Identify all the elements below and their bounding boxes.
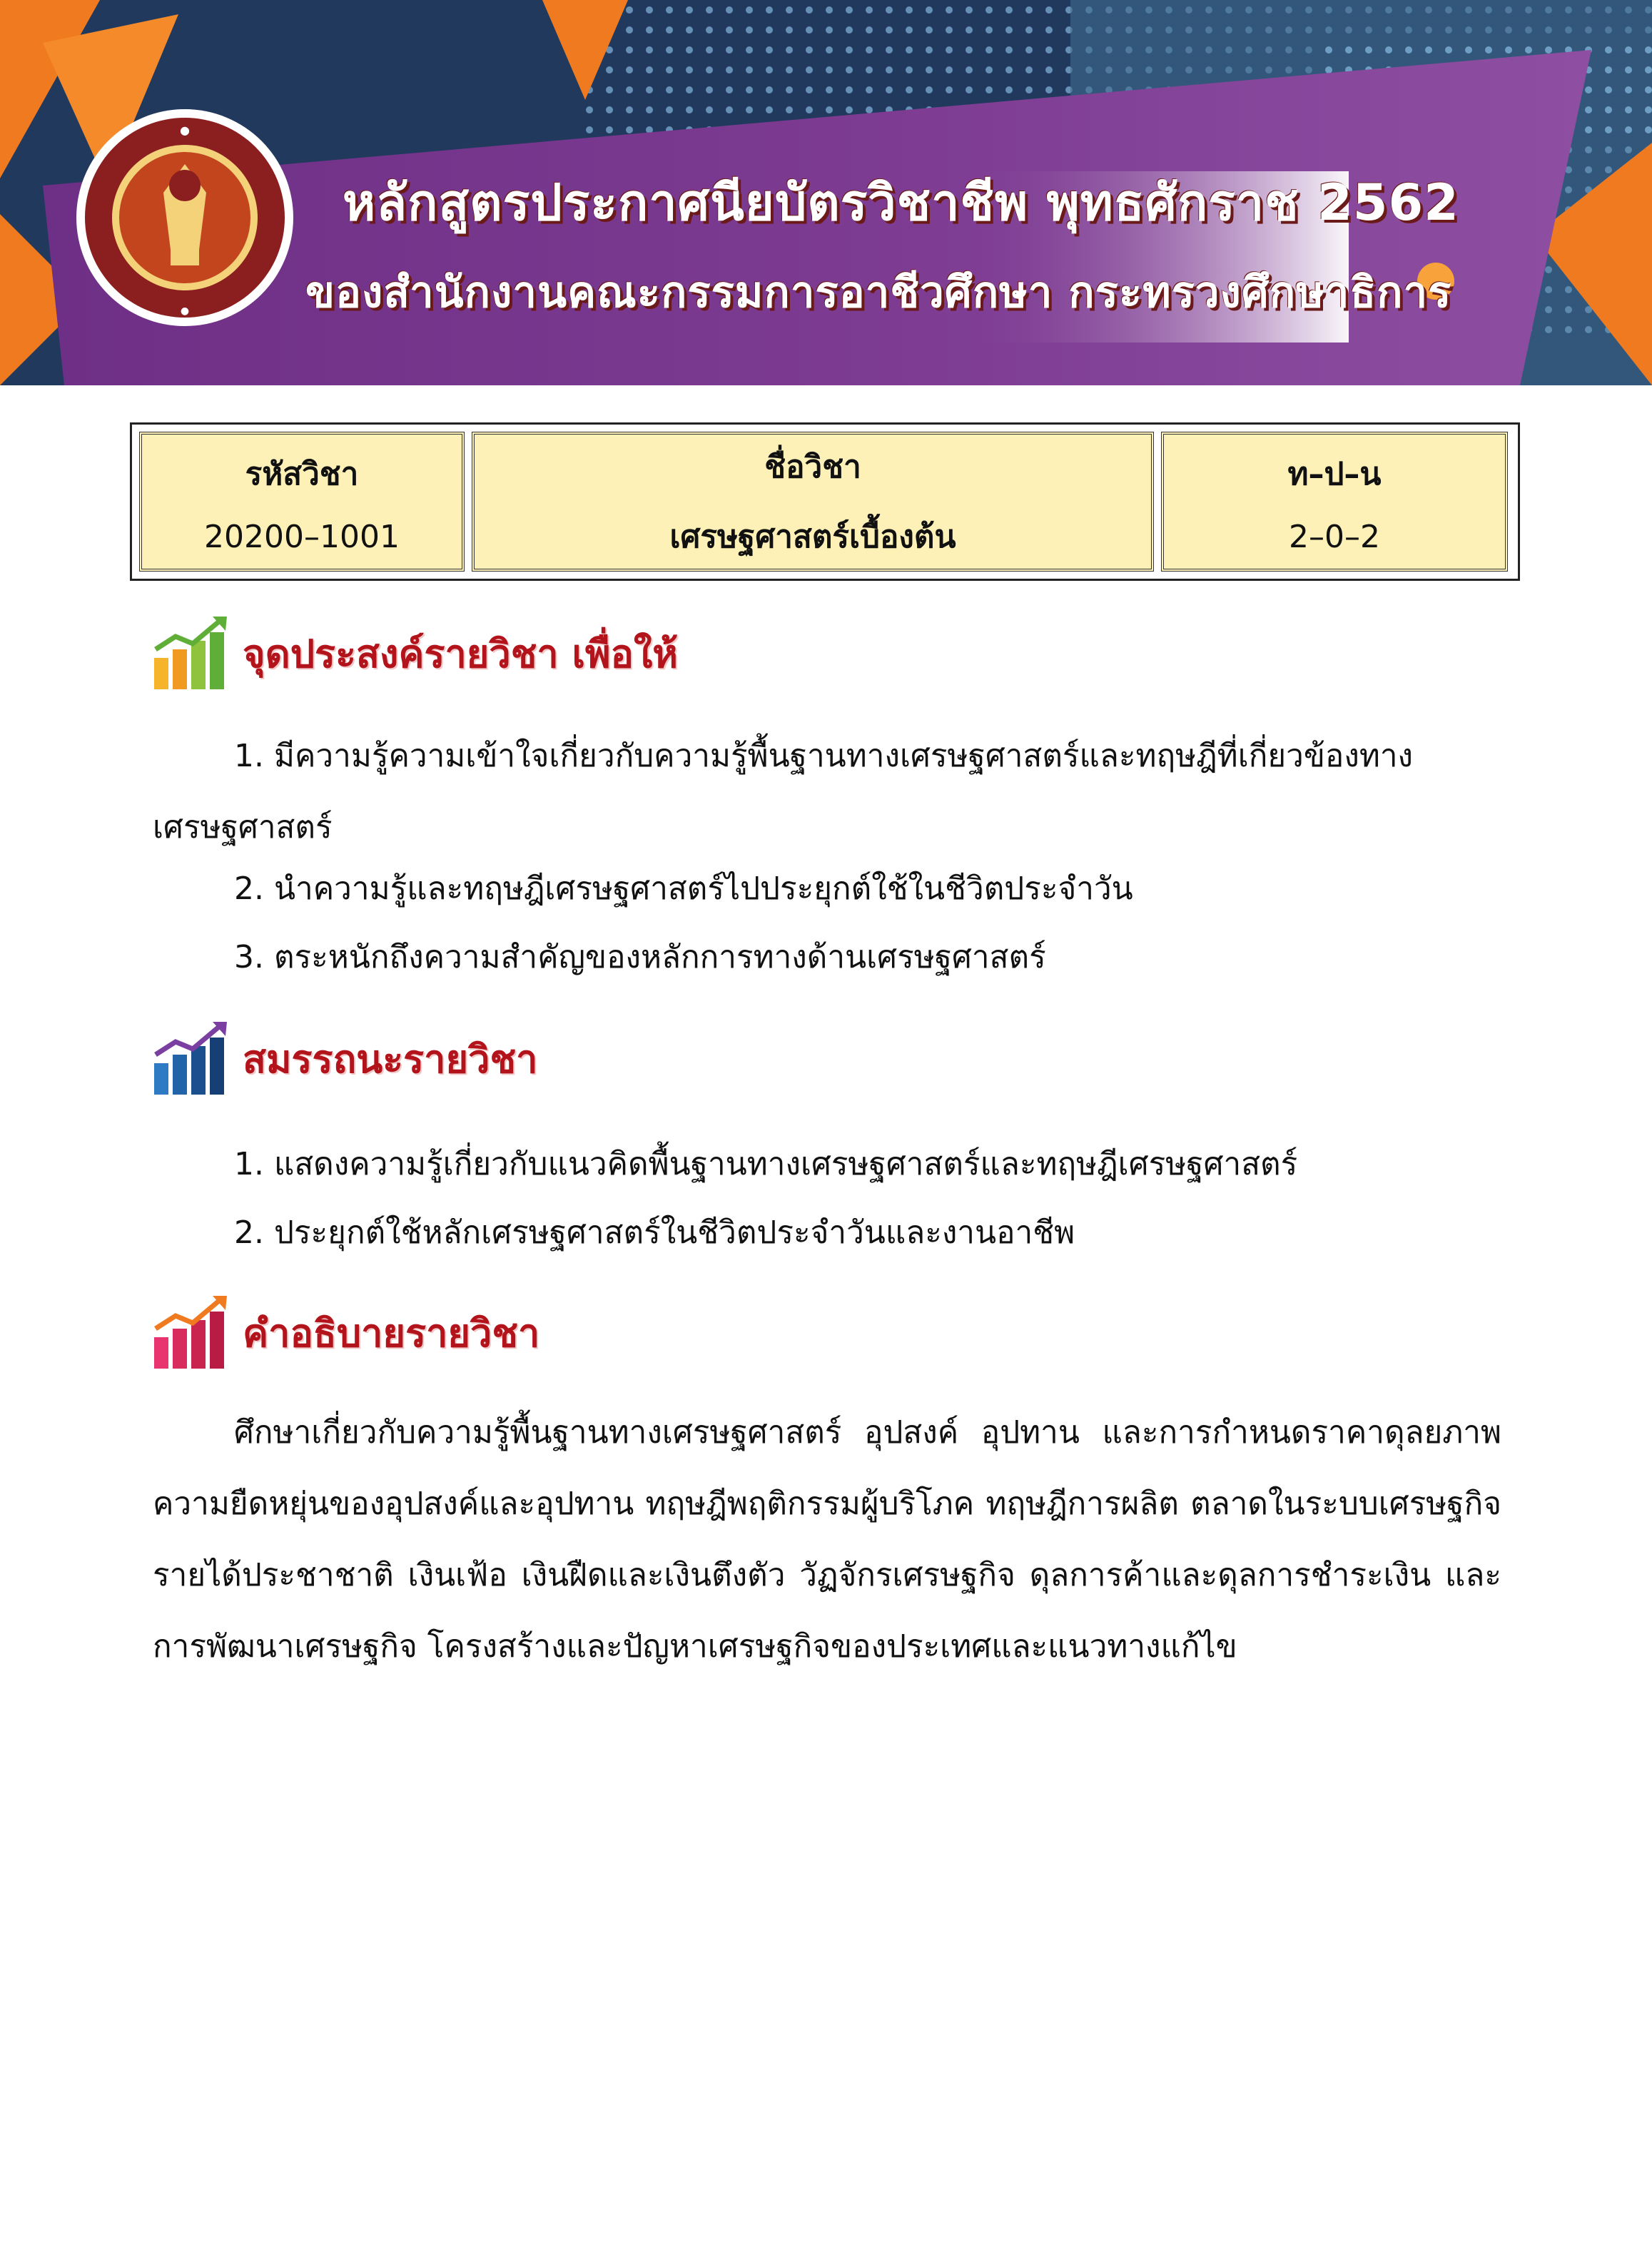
bar-chart-growth-icon — [151, 615, 228, 692]
bar-chart-growth-icon — [151, 1020, 228, 1097]
course-credit-header: ท–ป–น — [1287, 455, 1382, 492]
course-credit-cell — [1161, 432, 1508, 572]
course-name: เศรษฐศาสตร์เบื้องต้น — [669, 519, 956, 555]
objective-item-2: 2. นำความรู้และทฤษฎีเศรษฐศาสตร์ไปประยุกต์ใช้ในชีวิตประจำวัน — [234, 871, 1133, 907]
competency-item-2: 2. ประยุกต์ใช้หลักเศรษฐศาสตร์ในชีวิตประจำวันและงานอาชีพ — [234, 1214, 1075, 1251]
competencies-heading — [151, 1020, 537, 1097]
objectives-title: จุดประสงค์รายวิชา เพื่อให้ — [243, 631, 678, 676]
course-code-cell — [139, 432, 465, 572]
competency-item-1: 1. แสดงความรู้เกี่ยวกับแนวคิดพื้นฐานทางเศรษฐศาสตร์และทฤษฎีเศรษฐศาสตร์ — [234, 1146, 1298, 1182]
banner-subtitle: ของสำนักงานคณะกรรมการอาชีวศึกษา กระทรวงศึกษาธิการ — [305, 268, 1452, 318]
course-name-header: ชื่อวิชา — [764, 449, 861, 485]
course-code: 20200–1001 — [204, 518, 400, 555]
vec-logo — [74, 107, 295, 328]
description-title: คำอธิบายรายวิชา — [243, 1311, 540, 1356]
bar-chart-growth-icon — [151, 1294, 228, 1371]
banner-title: หลักสูตรประกาศนียบัตรวิชาชีพ พุทธศักราช 2562 — [343, 173, 1459, 232]
objective-item-3: 3. ตระหนักถึงความสำคัญของหลักการทางด้านเศรษฐศาสตร์ — [234, 939, 1046, 975]
objectives-heading — [151, 615, 678, 692]
course-credit: 2–0–2 — [1289, 518, 1380, 555]
svg-text:●: ● — [180, 123, 190, 137]
description-heading — [151, 1294, 539, 1371]
objective-item-1: 1. มีความรู้ความเข้าใจเกี่ยวกับความรู้พื้นฐานทางเศรษฐศาสตร์และทฤษฎีที่เกี่ยวข้องทาง เศรษฐศาสตร์ — [153, 738, 1414, 846]
header-banner — [0, 0, 1652, 385]
course-code-header: รหัสวิชา — [245, 455, 359, 492]
course-description: ศึกษาเกี่ยวกับความรู้พื้นฐานทางเศรษฐศาสตร์ อุปสงค์ อุปทาน และการกำหนดราคาดุลยภาพ ความยืดหยุ่นของอุปสงค์และอุปทาน ทฤษฎีพฤติกรรมผู้บริโภค ทฤษฎีการผลิต ตลาดในระบบเศรษฐกิจ รายได้ประชาชาติ เงินเฟ้อ เงินฝืดและเงินตึงตัว วัฏจักรเศรษฐกิจ ดุลการค้าและดุลการชำระเงิน และการพัฒนาเศรษฐกิจ โครงสร้างและปัญหาเศรษฐกิจของประเทศและแนวทางแก้ไข — [153, 1414, 1501, 1665]
course-name-cell — [472, 432, 1154, 572]
course-info-table — [130, 422, 1520, 581]
competencies-title: สมรรถนะรายวิชา — [243, 1037, 538, 1082]
svg-text:●: ● — [180, 305, 190, 317]
